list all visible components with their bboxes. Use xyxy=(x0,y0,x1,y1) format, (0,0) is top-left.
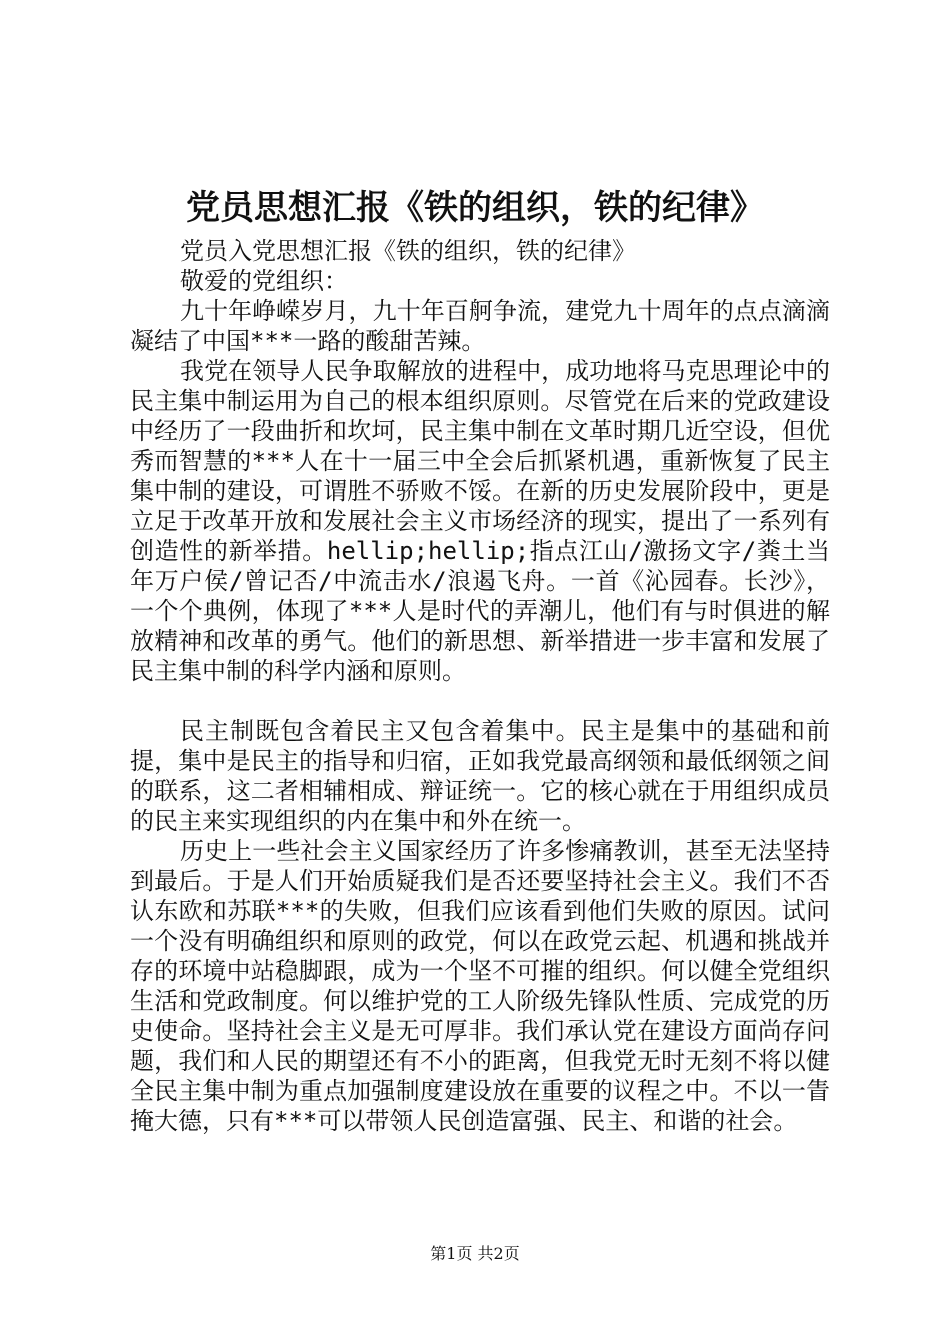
paragraph-spacer xyxy=(130,686,830,716)
salutation-paragraph: 敬爱的党组织： xyxy=(180,267,348,295)
body-paragraph-2: 我党在领导人民争取解放的进程中，成功地将马克思理论中的民主集中制运用为自己的根本组织原则。尽管党在后来的党政建设中经历了一段曲折和坎坷，民主集中制在文革时期几近空设，但优秀而智慧的***人在十一届三中全会后抓紧机遇，重新恢复了民主集中制的建设，可谓胜不骄败不馁。在新的历史发展阶段中，更是立足于改革开放和发展社会主义市场经济的现实，提出了一系列有创造性的新举措。hellip;hellip;指点江山/激扬文字/粪土当年万户侯/曾记否/中流击水/浪遏飞舟。一首《沁园春。长沙》，一个个典例，体现了***人是时代的弄潮儿，他们有与时俱进的解放精神和改革的勇气。他们的新思想、新举措进一步丰富和发展了民主集中制的科学内涵和原则。 xyxy=(130,357,830,685)
subtitle-paragraph: 党员入党思想汇报《铁的组织，铁的纪律》 xyxy=(180,237,636,265)
body-paragraph-4: 历史上一些社会主义国家经历了许多惨痛教训，甚至无法坚持到最后。于是人们开始质疑我们是否还要坚持社会主义。我们不否认东欧和苏联***的失败，但我们应该看到他们失败的原因。试问一个没有明确组织和原则的政党，何以在政党云起、机遇和挑战并存的环境中站稳脚跟，成为一个坚不可摧的组织。何以健全党组织生活和党政制度。何以维护党的工人阶级先锋队性质、完成党的历史使命。坚持社会主义是无可厚非。我们承认党在建设方面尚存问题，我们和人民的期望还有不小的距离，但我党无时无刻不将以健全民主集中制为重点加强制度建设放在重要的议程之中。不以一眚掩大德，只有***可以带领人民创造富强、民主、和谐的社会。 xyxy=(130,837,830,1135)
document-body xyxy=(130,236,830,1136)
body-paragraph-3: 民主制既包含着民主又包含着集中。民主是集中的基础和前提，集中是民主的指导和归宿，正如我党最高纲领和最低纲领之间的联系，这二者相辅相成、辩证统一。它的核心就在于用组织成员的民主来实现组织的内在集中和外在统一。 xyxy=(130,717,830,835)
body-paragraph-1: 九十年峥嵘岁月，九十年百舸争流，建党九十周年的点点滴滴凝结了中国***一路的酸甜苦辣。 xyxy=(130,297,830,355)
document-title: 党员思想汇报《铁的组织，铁的纪律》 xyxy=(186,188,764,228)
page-footer: 第1页 共2页 xyxy=(430,1244,520,1263)
